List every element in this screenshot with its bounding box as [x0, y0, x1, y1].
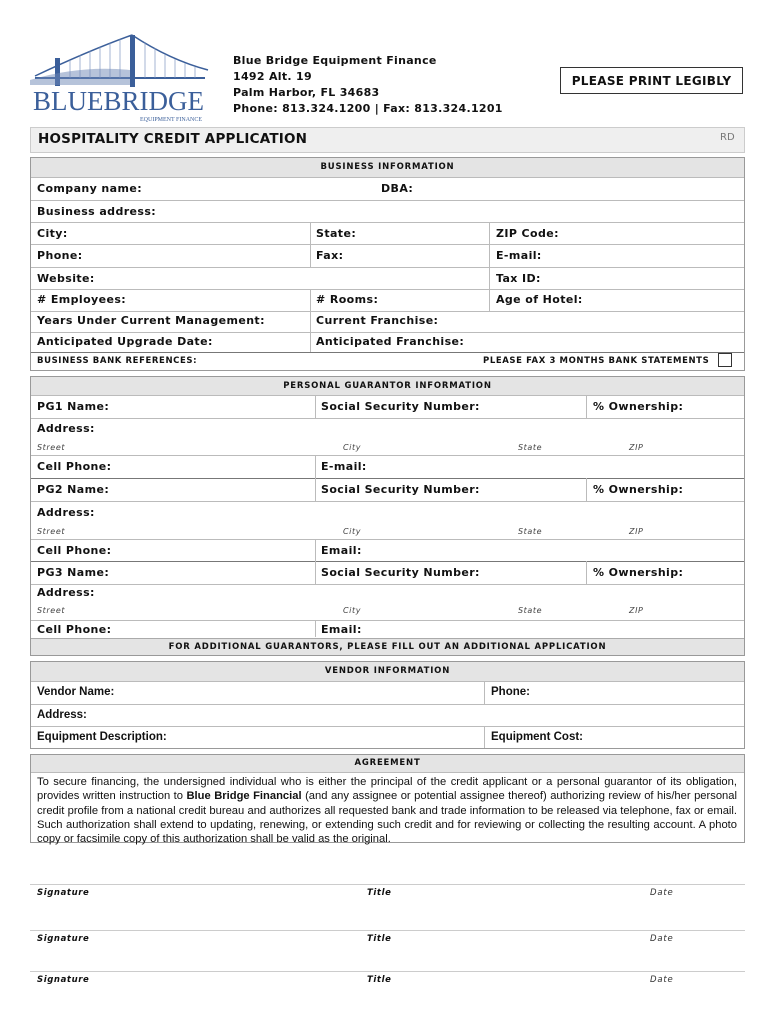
bridge-icon: [30, 30, 210, 125]
date-label-3: Date: [650, 975, 674, 985]
pg1-name-label: PG1 Name:: [37, 400, 110, 413]
vendor-phone-label: Phone:: [491, 686, 530, 698]
anticipated-franchise-label: Anticipated Franchise:: [316, 335, 465, 348]
company-address-line2: Palm Harbor, FL 34683: [233, 86, 380, 99]
guarantor-heading: PERSONAL GUARANTOR INFORMATION: [31, 377, 744, 395]
pg1-cell-phone-label: Cell Phone:: [37, 460, 112, 473]
agreement-text-part1: To secure financing, the undersigned individual who is either the principal of the credit applicant or a personal guarantor of its obligation, provides written instruction to: [37, 776, 737, 803]
company-phone-fax: Phone: 813.324.1200 | Fax: 813.324.1201: [233, 102, 503, 115]
title-label-1: Title: [367, 888, 392, 898]
print-legibly-notice: PLEASE PRINT LEGIBLY: [560, 67, 743, 94]
pg3-email-label: Email:: [321, 623, 362, 636]
equipment-description-label: Equipment Description:: [37, 731, 167, 743]
pg2-email-label: Email:: [321, 544, 362, 557]
svg-text:EQUIPMENT FINANCE: EQUIPMENT FINANCE: [140, 117, 203, 123]
company-contact-block: [233, 53, 503, 117]
vendor-information-section: [30, 661, 745, 749]
state-label: State:: [316, 227, 357, 240]
pg2-address-label: Address:: [37, 506, 95, 519]
age-of-hotel-label: Age of Hotel:: [496, 293, 583, 306]
form-code: RD: [720, 132, 735, 143]
signature-label-1: Signature: [37, 888, 90, 898]
signature-line-2: [30, 930, 745, 931]
pg3-state-sublabel: State: [518, 606, 543, 615]
agreement-text: [37, 775, 737, 846]
business-information-section: [30, 157, 745, 371]
email-label: E-mail:: [496, 249, 542, 262]
title-label-2: Title: [367, 934, 392, 944]
agreement-text-part2: (and any assignee or potential assignee thereof) authorizing review of his/her personal credit profile from a national credit bureau and authorizes all requested bank and trade information to be released via telephone, fax or email. Such authorization shall extend to updating, renewing, or extending such credit and for reviewing or collecting the resulting account. A photo copy or facsimile copy of this authorization shall be valid as the original.: [37, 790, 737, 846]
personal-guarantor-section: [30, 376, 745, 656]
phone-label: Phone:: [37, 249, 83, 262]
pg2-cell-phone-label: Cell Phone:: [37, 544, 112, 557]
pg1-zip-sublabel: ZIP: [629, 443, 644, 452]
vendor-name-label: Vendor Name:: [37, 686, 115, 698]
pg2-street-sublabel: Street: [37, 527, 66, 536]
vendor-address-label: Address:: [37, 709, 87, 721]
fax-statements-checkbox[interactable]: [718, 353, 732, 367]
pg3-zip-sublabel: ZIP: [629, 606, 644, 615]
pg1-state-sublabel: State: [518, 443, 543, 452]
pg1-city-sublabel: City: [343, 443, 362, 452]
pg3-name-label: PG3 Name:: [37, 566, 110, 579]
pg1-ownership-label: % Ownership:: [593, 400, 684, 413]
zip-code-label: ZIP Code:: [496, 227, 559, 240]
pg1-email-label: E-mail:: [321, 460, 367, 473]
pg1-address-label: Address:: [37, 422, 95, 435]
company-address-line1: 1492 Alt. 19: [233, 70, 312, 83]
pg2-ownership-label: % Ownership:: [593, 483, 684, 496]
date-label-2: Date: [650, 934, 674, 944]
tax-id-label: Tax ID:: [496, 272, 541, 285]
business-address-label: Business address:: [37, 205, 157, 218]
pg3-street-sublabel: Street: [37, 606, 66, 615]
title-label-3: Title: [367, 975, 392, 985]
pg2-state-sublabel: State: [518, 527, 543, 536]
pg3-address-label: Address:: [37, 586, 95, 599]
pg2-city-sublabel: City: [343, 527, 362, 536]
vendor-heading: VENDOR INFORMATION: [31, 662, 744, 681]
svg-text:BLUEBRIDGE: BLUEBRIDGE: [33, 86, 204, 116]
pg2-zip-sublabel: ZIP: [629, 527, 644, 536]
current-franchise-label: Current Franchise:: [316, 314, 439, 327]
pg3-ssn-label: Social Security Number:: [321, 566, 480, 579]
agreement-company-name: Blue Bridge Financial: [186, 790, 302, 803]
blue-bridge-logo: [30, 30, 210, 125]
agreement-heading: AGREEMENT: [31, 755, 744, 772]
equipment-cost-label: Equipment Cost:: [491, 731, 583, 743]
pg2-ssn-label: Social Security Number:: [321, 483, 480, 496]
business-information-heading: BUSINESS INFORMATION: [31, 158, 744, 177]
website-label: Website:: [37, 272, 95, 285]
signature-line-1: [30, 884, 745, 885]
pg1-ssn-label: Social Security Number:: [321, 400, 480, 413]
company-name: Blue Bridge Equipment Finance: [233, 54, 437, 67]
pg3-ownership-label: % Ownership:: [593, 566, 684, 579]
dba-label: DBA:: [381, 182, 414, 195]
fax-label: Fax:: [316, 249, 344, 262]
employees-label: # Employees:: [37, 293, 127, 306]
upgrade-date-label: Anticipated Upgrade Date:: [37, 335, 213, 348]
additional-guarantors-notice: FOR ADDITIONAL GUARANTORS, PLEASE FILL OUT AN ADDITIONAL APPLICATION: [31, 638, 744, 655]
signature-label-2: Signature: [37, 934, 90, 944]
date-label-1: Date: [650, 888, 674, 898]
pg3-city-sublabel: City: [343, 606, 362, 615]
years-management-label: Years Under Current Management:: [37, 314, 265, 327]
signature-line-3: [30, 971, 745, 972]
pg2-name-label: PG2 Name:: [37, 483, 110, 496]
fax-statements-label: PLEASE FAX 3 MONTHS BANK STATEMENTS: [483, 356, 710, 366]
company-name-label: Company name:: [37, 182, 142, 195]
pg3-cell-phone-label: Cell Phone:: [37, 623, 112, 636]
rooms-label: # Rooms:: [316, 293, 379, 306]
city-label: City:: [37, 227, 68, 240]
signature-label-3: Signature: [37, 975, 90, 985]
pg1-street-sublabel: Street: [37, 443, 66, 452]
form-title: HOSPITALITY CREDIT APPLICATION: [38, 131, 308, 147]
bank-references-label: BUSINESS BANK REFERENCES:: [37, 356, 198, 366]
